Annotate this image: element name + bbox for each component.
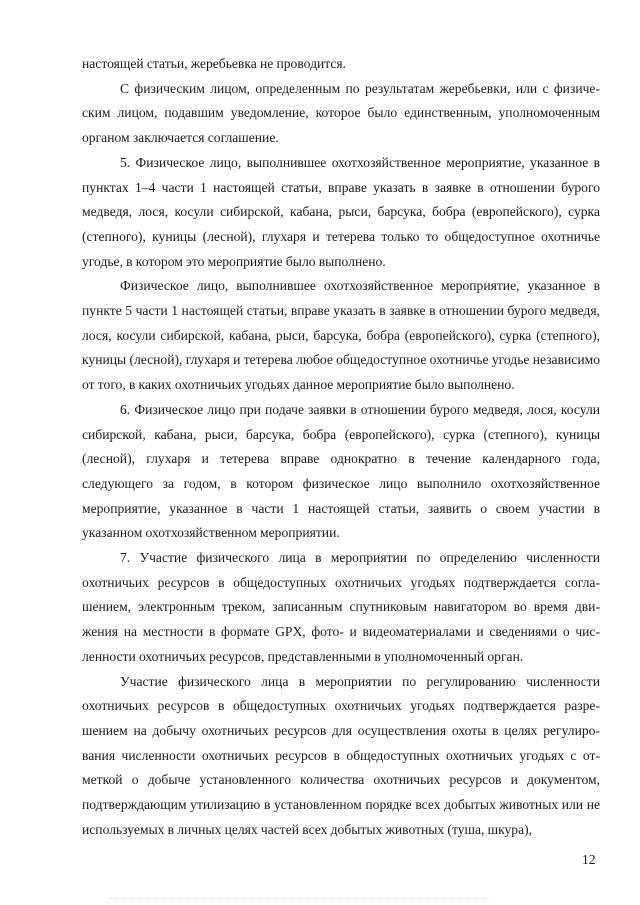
paragraph-item-7: 7. Участие физического лица в мероприятии по определению численности охотничьих ресурсов в общедоступных охотничьих угодьях подтверждается соглашением, электронным треком, записанным спутниковым навигатором во время движения на местности в формате GPX, фото- и видеоматериалами и сведениями о численности охотничьих ресурсов, представленными в уполномоченный орган. <box>82 550 600 664</box>
paragraph-agreement: С физическим лицом, определенным по результатам жеребьевки, или с физическим лицом, подавшим уведомление, которое было единственным, уполномоченным органом заключается соглашение. <box>82 80 600 146</box>
document-body <box>82 52 600 843</box>
paragraph-item-5: 5. Физическое лицо, выполнившее охотхозяйственное мероприятие, указанное в пунктах 1–4 части 1 настоящей статьи, вправе указать в заявке в отношении бурого медведя, лося, косули сибирской, кабана, рыси, барсука, бобра (европейского), сурка (степного), куницы (лесной), глухаря и тетерева только то общедоступное охотничье угодье, в котором это мероприятие было выполнено. <box>82 154 600 269</box>
paragraph-item-6: 6. Физическое лицо при подаче заявки в отношении бурого медведя, лося, косули сибирской, кабана, рыси, барсука, бобра (европейского), сурка (степного), куницы (лесной), глухаря и тетерева вправе однократно в течение календарного года, следующего за годом, в котором физическое лицо выполнило охотхозяйственное мероприятие, указанное в части 1 настоящей статьи, заявить о своем участии в указанном охотхозяйственном мероприятии. <box>82 401 600 541</box>
paragraph-continuation: настоящей статьи, жеребьевка не проводится. <box>82 56 347 71</box>
page-number: 12 <box>582 852 596 867</box>
paragraph-item-5-second: Физическое лицо, выполнившее охотхозяйственное мероприятие, указанное в пункте 5 части 1 настоящей статьи, вправе указать в заявке в отношении бурого медведя, лося, косули сибирской, кабана, рыси, барсука, бобра (европейского), сурка (степного), куницы (лесной), глухаря и тетерева любое общедоступное охотничье угодье независимо от того, в каких охотничьих угодьях данное мероприятие было выполнено. <box>82 278 600 393</box>
scan-edge-divider <box>110 898 490 900</box>
paragraph-item-7-second: Участие физического лица в мероприятии по регулированию численности охотничьих ресурсов в общедоступных охотничьих угодьях подтверждается разрешением на добычу охотничьих ресурсов для осуществления охоты в целях регулирования численности охотничьих ресурсов в общедоступных охотничьих угодьях с отметкой о добыче установленного количества охотничьих ресурсов и документом, подтверждающим утилизацию в установленном порядке всех добытых животных или не используемых в личных целях частей всех добытых животных (туша, шкура), <box>82 673 600 837</box>
